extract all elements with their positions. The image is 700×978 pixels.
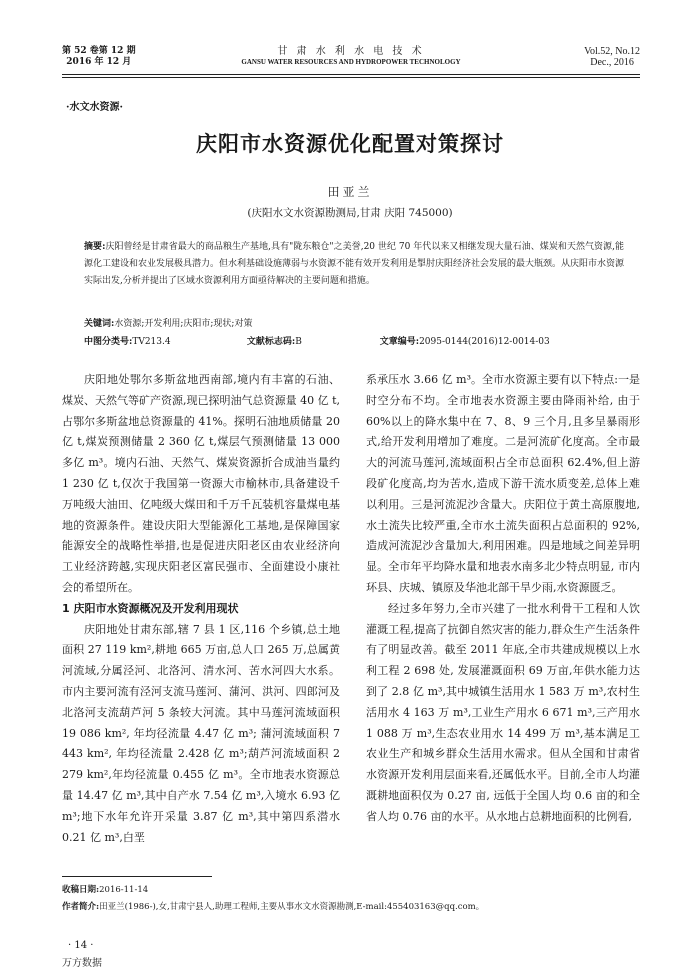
header-vol-no: Vol.52, No.12	[584, 46, 640, 57]
clc-label: 中图分类号:	[84, 337, 133, 347]
article-number	[380, 334, 550, 347]
paragraph: 庆阳地处鄂尔多斯盆地西南部,境内有丰富的石油、煤炭、天然气等矿产资源,现已探明油气总资源量 40 亿 t,占鄂尔多斯盆地总资源量的 41%。探明石油地质储量 20 亿 t,煤炭预测储量 2 360 亿 t,煤层气预测储量 13 000 多亿 m³。境内石油、天然气、煤炭资源折合成油当量约 1 230 亿 t,仅次于我国第一资源大市榆林市,具备建设千万吨级大油田、亿吨级大煤田和千万千瓦装机容量煤电基地的资源条件。建设庆阳大型能源化工基地,是保障国家能源安全的战略性举措,也是促进庆阳老区由农业经济向工业经济跨越,实现庆阳老区富民强市、全面建设小康社会的希望所在。	[62, 373, 340, 594]
wanfang-watermark: 万方数据	[62, 958, 102, 969]
doc-value: B	[295, 337, 302, 347]
received-value: 2016-11-14	[99, 885, 149, 895]
paragraph: 庆阳地处甘肃东部,辖 7 县 1 区,116 个乡镇,总土地面积 27 119 km²,耕地 665 万亩,总人口 265 万,总属黄河流域,分属泾河、北洛河、清水河、苦水河四大水系。市内主要河流有泾河支流马莲河、蒲河、洪河、四郎河及北洛河支流葫芦河 5 条较大河流。其中马莲河流域面积 19 086 km², 年均径流量 4.47 亿 m³; 蒲河流域面积 7 443 km², 年均径流量 2.428 亿 m³;葫芦河流域面积 2 279 km²,年均径流量 0.455 亿 m³。全市地表水资源总量 14.47 亿 m³,其中自产水 7.54 亿 m³,入境水 6.93 亿 m³;地下水年允许开采量 3.87 亿 m³,其中第四系潜水 0.21 亿 m³,白垩	[62, 622, 340, 844]
author-affiliation: (庆阳水文水资源勘测局,甘肃 庆阳 745000)	[247, 207, 453, 219]
received-label: 收稿日期:	[62, 885, 100, 895]
header-rule-thick	[62, 74, 640, 75]
body-column-right	[366, 370, 640, 828]
header-date-en: Dec., 2016	[590, 57, 634, 68]
clc-code	[84, 334, 244, 347]
article-value: 2095-0144(2016)12-0014-03	[419, 337, 550, 347]
header-vol-en	[584, 46, 640, 68]
section-tag: ·水文水资源·	[66, 102, 123, 113]
keywords-label: 关键词:	[84, 319, 115, 329]
header-date-cn: 2016 年 12 月	[66, 57, 132, 67]
keywords	[84, 316, 624, 329]
abstract-text: 庆阳曾经是甘肃省最大的商品粮生产基地,具有"陇东粮仓"之美誉,20 世纪 70 年代以来又相继发现大量石油、煤炭和天然气资源,能源化工建设和农业发展极具潜力。但水利基础设施薄弱与水资源不能有效开发利用是掣肘庆阳经济社会发展的最大瓶颈。从庆阳市水资源实际出发,分析并提出了区域水资源利用方面亟待解决的主要问题和措施。	[84, 242, 625, 286]
header-volume-issue: 第 52 卷第 12 期	[62, 46, 136, 56]
article-author: 田亚兰	[327, 185, 373, 199]
journal-name-cn: 甘 肃 水 利 水 电 技 术	[277, 46, 425, 57]
body-column-left	[62, 370, 340, 848]
abstract-label: 摘要:	[84, 242, 106, 252]
author-bio-value: 田亚兰(1986-),女,甘肃宁县人,助理工程师,主要从事水文水资源勘测,E-mail:455403163@qq.com。	[99, 902, 485, 912]
paragraph: 经过多年努力,全市兴建了一批水利骨干工程和人饮灌溉工程,提高了抗御自然灾害的能力,群众生产生活条件有了明显改善。截至 2011 年底,全市共建成规模以上水利工程 2 698 处, 发展灌溉面积 69 万亩,年供水能力达到了 2.8 亿 m³,其中城镇生活用水 1 583 万 m³,农村生活用水 4 163 万 m³,工业生产用水 6 671 m³,三产用水 1 088 万 m³,生态农业用水 14 499 万 m³,基本满足工农业生产和城乡群众生活用水需求。但从全国和甘肃省水资源开发利用层面来看,还属低水平。目前,全市人均灌溉耕地面积仅为 0.27 亩, 远低于全国人均 0.6 亩的和全省人均 0.76 亩的水平。从水地占总耕地面积的比例看,	[366, 601, 640, 823]
author-bio-label: 作者简介:	[62, 902, 100, 912]
classification-line	[84, 334, 644, 347]
document-code	[247, 334, 377, 347]
header-journal-name	[62, 46, 640, 68]
clc-value: TV213.4	[132, 337, 171, 347]
footnote-received	[62, 884, 642, 897]
paragraph: 系承压水 3.66 亿 m³。全市水资源主要有以下特点:一是时空分布不均。全市地表水资源主要由降雨补给, 由于 60%以上的降水集中在 7、8、9 三个月,且多呈暴雨形式,给开发利用增加了难度。二是河流矿化度高。全市最大的河流马莲河,流域面积占全市总面积 62.4%,但上游段矿化度高,均为苦水,造成下游干流水质变差,总体上难以利用。三是河流泥沙含量大。庆阳位于黄土高原腹地,水土流失比较严重,全市水土流失面积占总面积的 92%,造成河流泥沙含量加大,利用困难。四是地域之间差异明显。全市年平均降水量和地表水南多北少特点明显, 市内环县、庆城、镇原及华池北部干旱少雨,水资源匮乏。	[366, 373, 640, 594]
footnote-author	[62, 901, 642, 914]
page-number: · 14 ·	[68, 940, 94, 951]
footnote-rule	[62, 876, 212, 877]
running-header	[62, 42, 640, 72]
section-heading: 1 庆阳市水资源概况及开发利用现状	[62, 601, 239, 615]
abstract	[84, 239, 624, 290]
article-label: 文章编号:	[379, 337, 420, 347]
article-title: 庆阳市水资源优化配置对策探讨	[196, 131, 504, 156]
doc-label: 文献标志码:	[246, 337, 296, 347]
journal-name-en: GANSU WATER RESOURCES AND HYDROPOWER TECHNOLOGY	[241, 58, 461, 66]
header-rule-thin	[62, 77, 640, 78]
keywords-text: 水资源;开发利用;庆阳市;现状;对策	[114, 319, 253, 329]
